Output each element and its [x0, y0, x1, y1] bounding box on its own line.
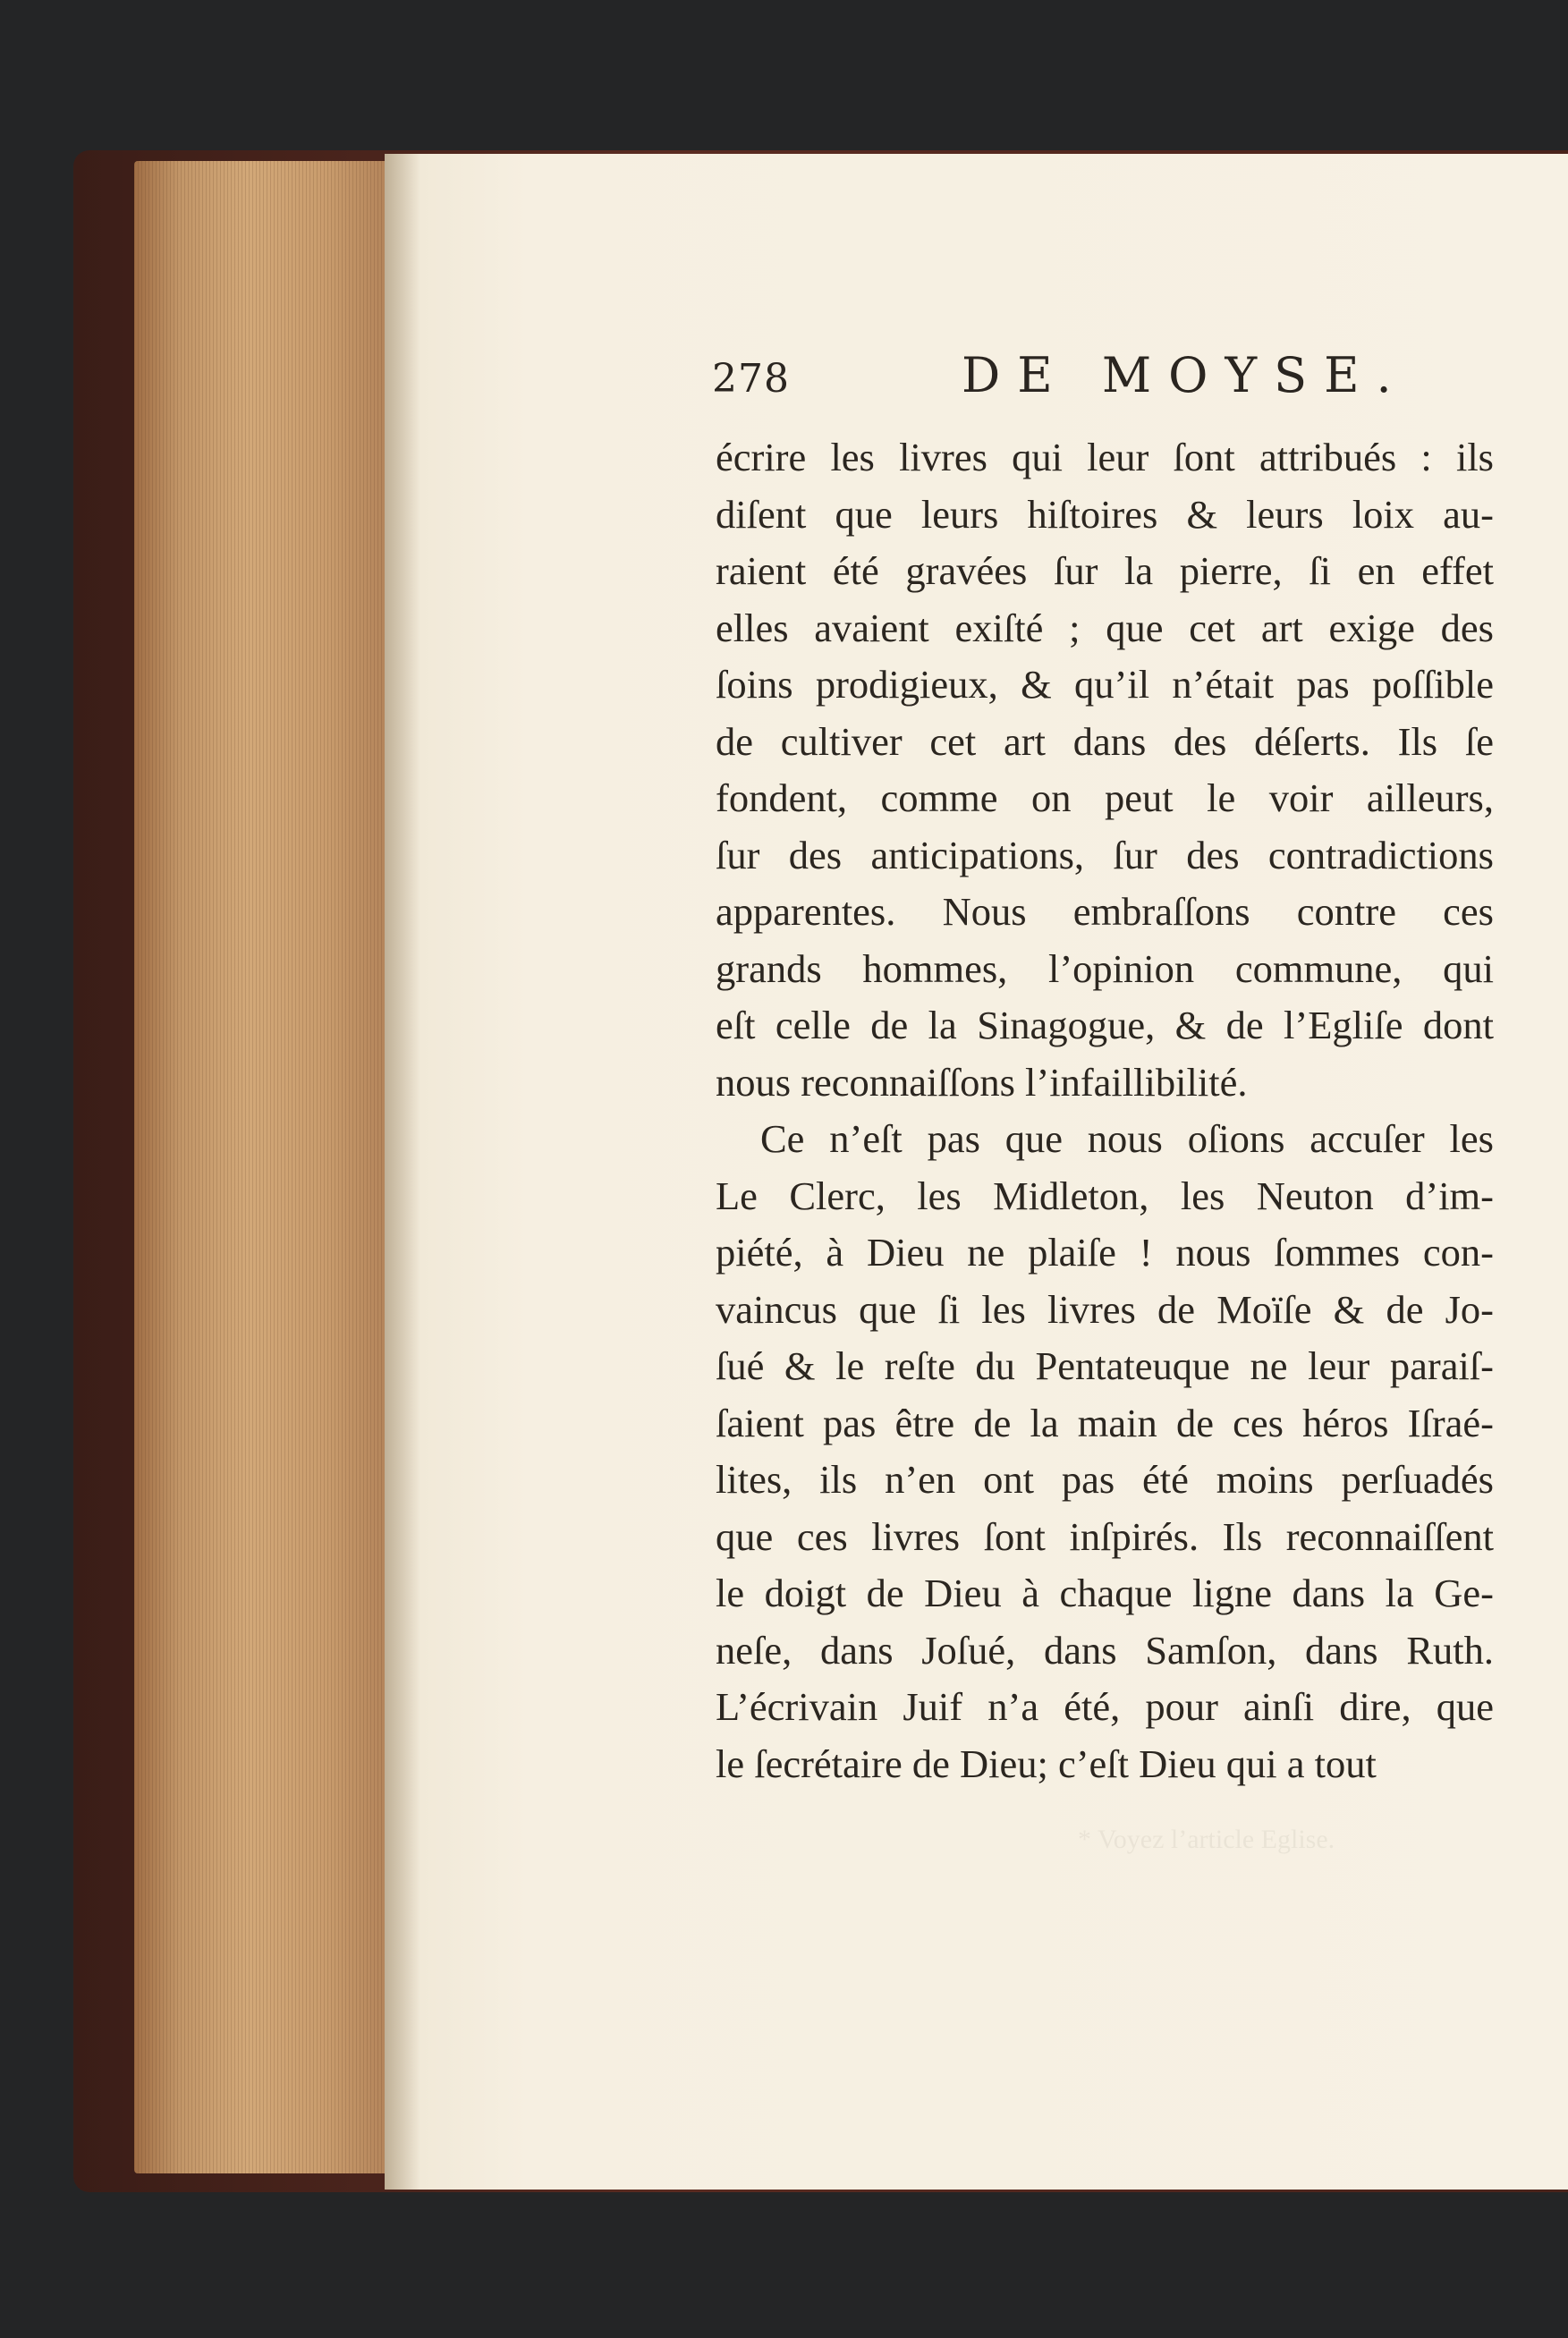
text-line: grands hommes, l’opinion commune, qui	[716, 945, 1494, 991]
show-through-footnote: * Voyez l’article Eglise.	[1078, 1825, 1335, 1854]
text-line: ſoins prodigieux, & qu’il n’était pas poſſible	[716, 662, 1494, 707]
paragraph	[716, 429, 1494, 1111]
text-line: elles avaient exiſté ; que cet art exige des	[716, 605, 1494, 650]
text-line: fondent, comme on peut le voir ailleurs,	[716, 775, 1494, 820]
text-line: lites, ils n’en ont pas été moins perſuadés	[716, 1457, 1494, 1502]
text-line: neſe, dans Joſué, dans Samſon, dans Ruth.	[716, 1627, 1494, 1673]
text-line: ſur des anticipations, ſur des contradictions	[716, 832, 1494, 877]
text-line: diſent que leurs hiſtoires & leurs loix au-	[716, 491, 1494, 537]
page-number: 278	[712, 356, 790, 402]
body-text	[716, 429, 1494, 1792]
text-line: eſt celle de la Sinagogue, & de l’Egliſe dont	[716, 1003, 1494, 1047]
text-line: apparentes. Nous embraſſons contre ces	[716, 889, 1494, 934]
running-title: DE MOYSE.	[962, 347, 1409, 403]
text-line: que ces livres ſont inſpirés. Ils reconnaiſſent	[716, 1513, 1494, 1559]
text-line: le doigt de Dieu à chaque ligne dans la Ge-	[716, 1571, 1494, 1615]
text-line: de cultiver cet art dans des déſerts. Ils ſe	[716, 718, 1494, 764]
text-line: nous reconnaiſſons l’infaillibilité.	[716, 1059, 1248, 1105]
gutter-shadow	[385, 154, 420, 2190]
paragraph	[716, 1111, 1494, 1792]
text-line: L’écrivain Juif n’a été, pour ainſi dire, que	[716, 1684, 1494, 1729]
text-line: le ſecrétaire de Dieu; c’eſt Dieu qui a tout	[716, 1741, 1377, 1786]
text-line: ſué & le reſte du Pentateuque ne leur paraiſ-	[716, 1343, 1494, 1388]
text-line: raient été gravées ſur la pierre, ſi en effet	[716, 548, 1494, 593]
page-edges	[134, 161, 389, 2173]
text-line: ſaient pas être de la main de ces héros Iſraé-	[716, 1400, 1494, 1445]
text-line: vaincus que ſi les livres de Moïſe & de Jo-	[716, 1286, 1494, 1332]
text-line: écrire les livres qui leur ſont attribués : ils	[716, 435, 1494, 479]
text-line: piété, à Dieu ne plaiſe ! nous ſommes con-	[716, 1230, 1494, 1275]
text-line: Le Clerc, les Midleton, les Neuton d’im-	[716, 1173, 1494, 1218]
text-line: Ce n’eſt pas que nous oſions accuſer les	[760, 1116, 1494, 1161]
